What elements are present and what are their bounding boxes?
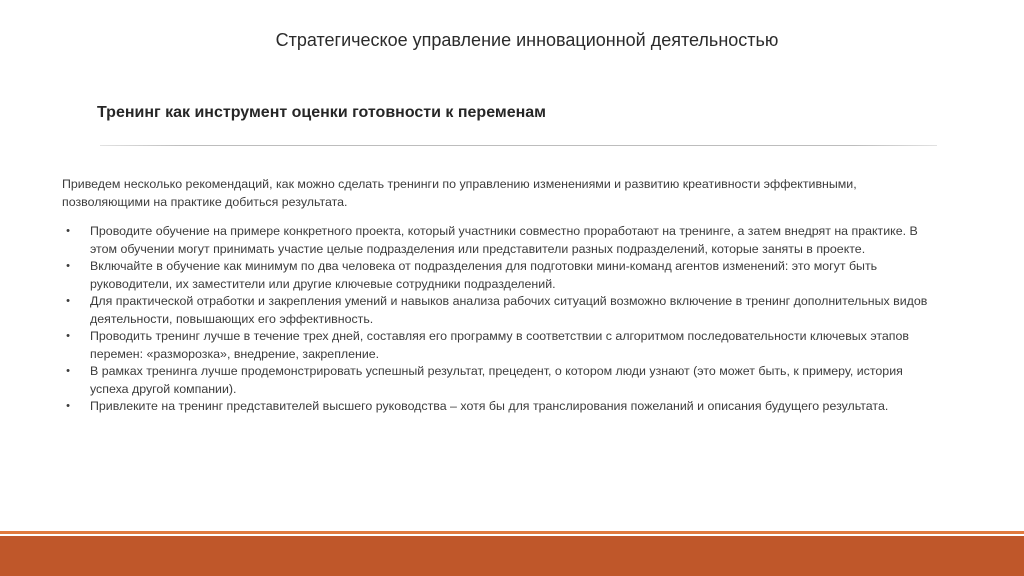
intro-paragraph: Приведем несколько рекомендаций, как можно сделать тренинги по управлению изменениями и развитию креативности эффективными, позволяющими на практике добиться результата. <box>62 177 857 209</box>
title-divider <box>100 145 937 146</box>
slide-body <box>62 176 942 416</box>
course-title: Стратегическое управление инновационной деятельностью <box>275 30 779 50</box>
bullet-icon: • <box>66 365 70 377</box>
list-item-text: Включайте в обучение как минимум по два человека от подразделения для подготовки мини-команд агентов изменений: это могут быть руководители, их заместители или другие ключевые сотрудники подразделений. <box>90 259 878 291</box>
list-item-text: Проводить тренинг лучше в течение трех дней, составляя его программу в соответствии с алгоритмом последовательности ключевых этапов перемен: «разморозка», внедрение, закрепление. <box>90 329 909 361</box>
list-item-text: Привлеките на тренинг представителей высшего руководства – хотя бы для транслирования пожеланий и описания будущего результата. <box>90 399 889 413</box>
bullet-icon: • <box>66 330 70 342</box>
list-item <box>62 398 942 416</box>
list-item <box>62 258 942 293</box>
bullet-icon: • <box>66 260 70 272</box>
list-item <box>62 293 942 328</box>
bullet-icon: • <box>66 295 70 307</box>
slide-title: Тренинг как инструмент оценки готовности к переменам <box>97 104 547 121</box>
footer-accent-line <box>0 531 1024 534</box>
footer-bar <box>0 536 1024 576</box>
list-item-text: Для практической отработки и закрепления умений и навыков анализа рабочих ситуаций возможно включение в тренинг дополнительных видов деятельности, повышающих его эффективность. <box>90 294 928 326</box>
list-item <box>62 223 942 258</box>
bullet-icon: • <box>66 400 70 412</box>
list-item-text: В рамках тренинга лучше продемонстрировать успешный результат, прецедент, о котором люди узнают (это может быть, к примеру, история успеха другой компании). <box>90 364 903 396</box>
recommendation-list <box>62 223 942 416</box>
bullet-icon: • <box>66 225 70 237</box>
list-item <box>62 363 942 398</box>
list-item-text: Проводите обучение на примере конкретного проекта, который участники совместно проработают на тренинге, а затем внедрят на практике. В этом обучении могут принимать участие целые подразделения или представители разных подразделений, которые заняты в проекте. <box>90 224 918 256</box>
list-item <box>62 328 942 363</box>
